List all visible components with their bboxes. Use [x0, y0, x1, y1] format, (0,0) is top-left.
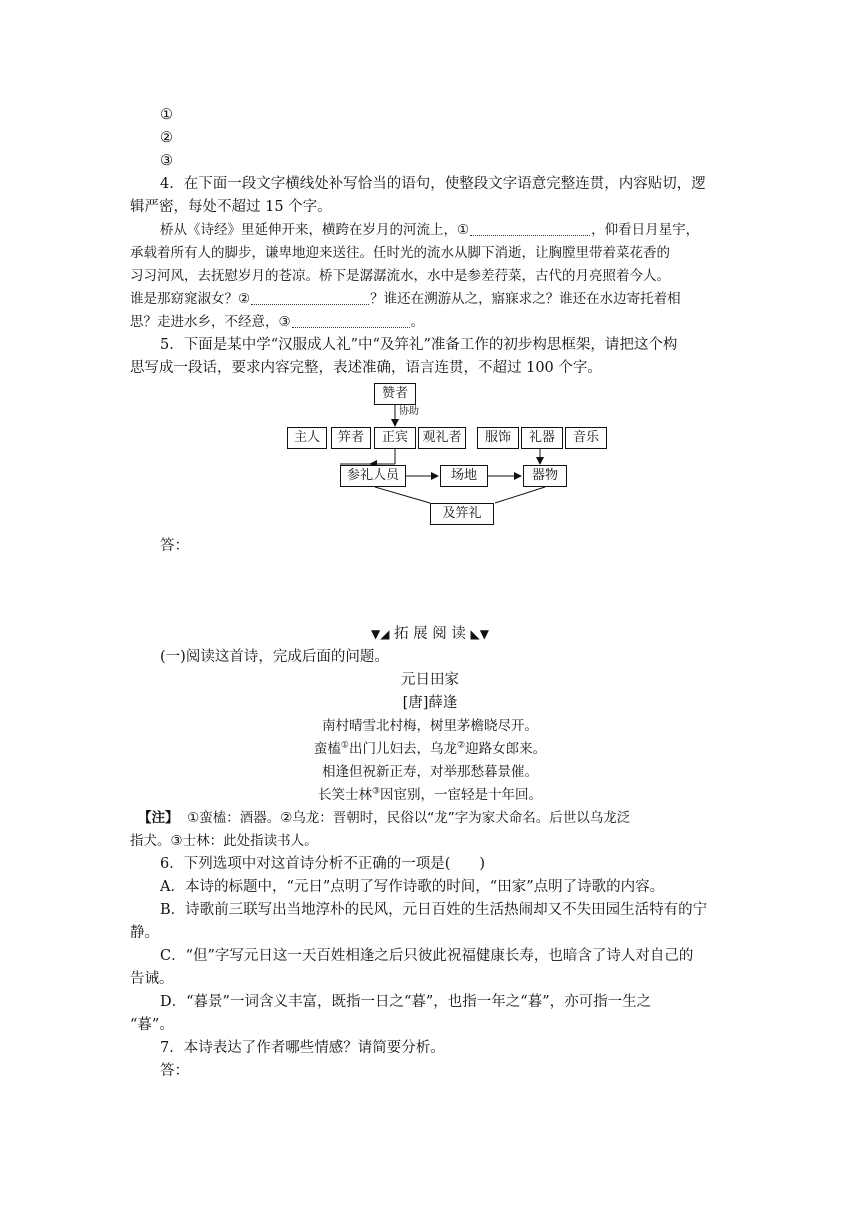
note-marker: ① [340, 740, 349, 751]
note-text: ①蛮榼：酒器。②乌龙：晋朝时，民俗以“龙”字为家犬命名。后世以乌龙泛 [187, 810, 631, 826]
q4-passage-line3: 习习河风，去抚慰岁月的苍凉。桥下是潺潺流水，水中是参差荇菜，古代的月亮照着今人。 [130, 268, 670, 284]
poem-text: 因宦别，一宦轻是十年回。 [380, 787, 543, 803]
q6-option-d-line1[interactable]: D．“暮景”一词含义丰富，既指一日之“暮”，也指一年之“暮”，亦可指一生之 [160, 994, 652, 1010]
blank-3[interactable] [292, 313, 410, 328]
q4-passage-text: ，仰看日月星宇， [591, 222, 700, 238]
q4-passage-text: 思？走进水乡，不经意，③ [130, 314, 291, 330]
poem-notes-line2: 指犬。③士林：此处指读书人。 [130, 833, 318, 849]
section-header [0, 624, 860, 644]
blank-1[interactable] [470, 221, 590, 236]
label-xiezhu: 协助 [399, 406, 419, 417]
answer-slot-1: ① [160, 107, 173, 123]
box-liqi: 礼器 [521, 427, 563, 449]
note-marker: ② [457, 740, 466, 751]
q5-prompt-line2: 思写成一段话，要求内容完整，表述准确，语言连贯，不超过 100 个字。 [130, 360, 602, 376]
box-canli: 参礼人员 [340, 465, 406, 487]
poem-author: [唐]薛逢 [402, 695, 458, 711]
q4-passage-text: 桥从《诗经》里延伸开来，横跨在岁月的河流上，① [160, 222, 470, 238]
q5-answer-label: 答： [160, 538, 189, 554]
triangle-icon: ◣▼ [470, 627, 489, 641]
q5-prompt-line1: 5．下面是某中学“汉服成人礼”中“及笄礼”准备工作的初步构思框架，请把这个构 [160, 337, 678, 353]
note-marker: ③ [371, 786, 381, 797]
box-fushi: 服饰 [477, 427, 519, 449]
triangle-icon: ▼◢ [371, 627, 390, 641]
q7-prompt: 7．本诗表达了作者哪些情感？请简要分析。 [160, 1040, 445, 1056]
q4-prompt-line1: 4．在下面一段文字横线处补写恰当的语句，使整段文字语意完整连贯，内容贴切，逻 [160, 176, 706, 192]
answer-slot-2: ② [160, 130, 173, 146]
q4-passage-line1 [160, 220, 699, 240]
box-zhengbin: 正宾 [374, 427, 416, 449]
q4-passage-line2: 承载着所有人的脚步，谦卑地迎来送往。任时光的流水从脚下消逝，让胸膛里带着菜花香的 [130, 245, 670, 261]
poem-text: 迎路女郎来。 [465, 741, 547, 757]
poem-text: 出门儿妇去，乌龙 [349, 741, 457, 757]
q6-option-a[interactable]: A．本诗的标题中，“元日”点明了写作诗歌的时间，“田家”点明了诗歌的内容。 [160, 879, 665, 895]
box-zanzhe: 赞者 [374, 383, 416, 405]
q6-prompt: 6．下列选项中对这首诗分析不正确的一项是( ) [160, 856, 486, 872]
q6-option-c-line1[interactable]: C．“但”字写元日这一天百姓相逢之后只彼此祝福健康长寿，也暗含了诗人对自己的 [160, 948, 694, 964]
q4-passage-text: 。 [410, 314, 425, 330]
q6-option-b-line1[interactable]: B．诗歌前三联写出当地淳朴的民风，元日百姓的生活热闹却又不失田园生活特有的宁 [160, 902, 708, 918]
poem-notes-line1 [138, 808, 630, 828]
q7-answer-label: 答： [160, 1063, 189, 1079]
q4-passage-text: ？谁还在溯游从之，寤寐求之？谁还在水边寄托着相 [370, 291, 681, 307]
box-guanlizhe: 观礼者 [418, 427, 466, 449]
q4-passage-text: 谁是那窈窕淑女？② [130, 291, 251, 307]
poem-line-4 [0, 785, 860, 805]
poem-text: 蛮榼 [313, 741, 341, 757]
q6-option-d-line2[interactable]: “暮”。 [130, 1017, 174, 1033]
poem-line-2 [0, 739, 860, 759]
q6-option-c-line2[interactable]: 告诫。 [130, 971, 174, 987]
q4-prompt-line2: 辑严密，每处不超过 15 个字。 [130, 199, 332, 215]
q4-passage-line4 [130, 289, 681, 309]
reading-intro: (一)阅读这首诗，完成后面的问题。 [160, 649, 389, 665]
poem-title: 元日田家 [401, 672, 459, 688]
box-jijili: 及笄礼 [430, 503, 494, 525]
answer-slot-3: ③ [160, 153, 173, 169]
blank-2[interactable] [251, 290, 369, 305]
note-label: 【注】 [138, 810, 179, 826]
poem-text: 长笑士林 [317, 787, 372, 803]
box-yinyue: 音乐 [565, 427, 607, 449]
box-changdi: 场地 [440, 465, 488, 487]
q4-passage-line5 [130, 312, 424, 332]
box-qiwu: 器物 [523, 465, 567, 487]
q6-option-b-line2[interactable]: 静。 [130, 925, 159, 941]
box-zhuren: 主人 [287, 427, 327, 449]
poem-line-3: 相逢但祝新正寿，对举那愁暮景催。 [322, 764, 538, 780]
box-jizhe: 笄者 [331, 427, 371, 449]
poem-line-1: 南村晴雪北村梅，树里茅檐晓尽开。 [322, 718, 538, 734]
section-header-text: 拓 展 阅 读 [394, 626, 466, 642]
